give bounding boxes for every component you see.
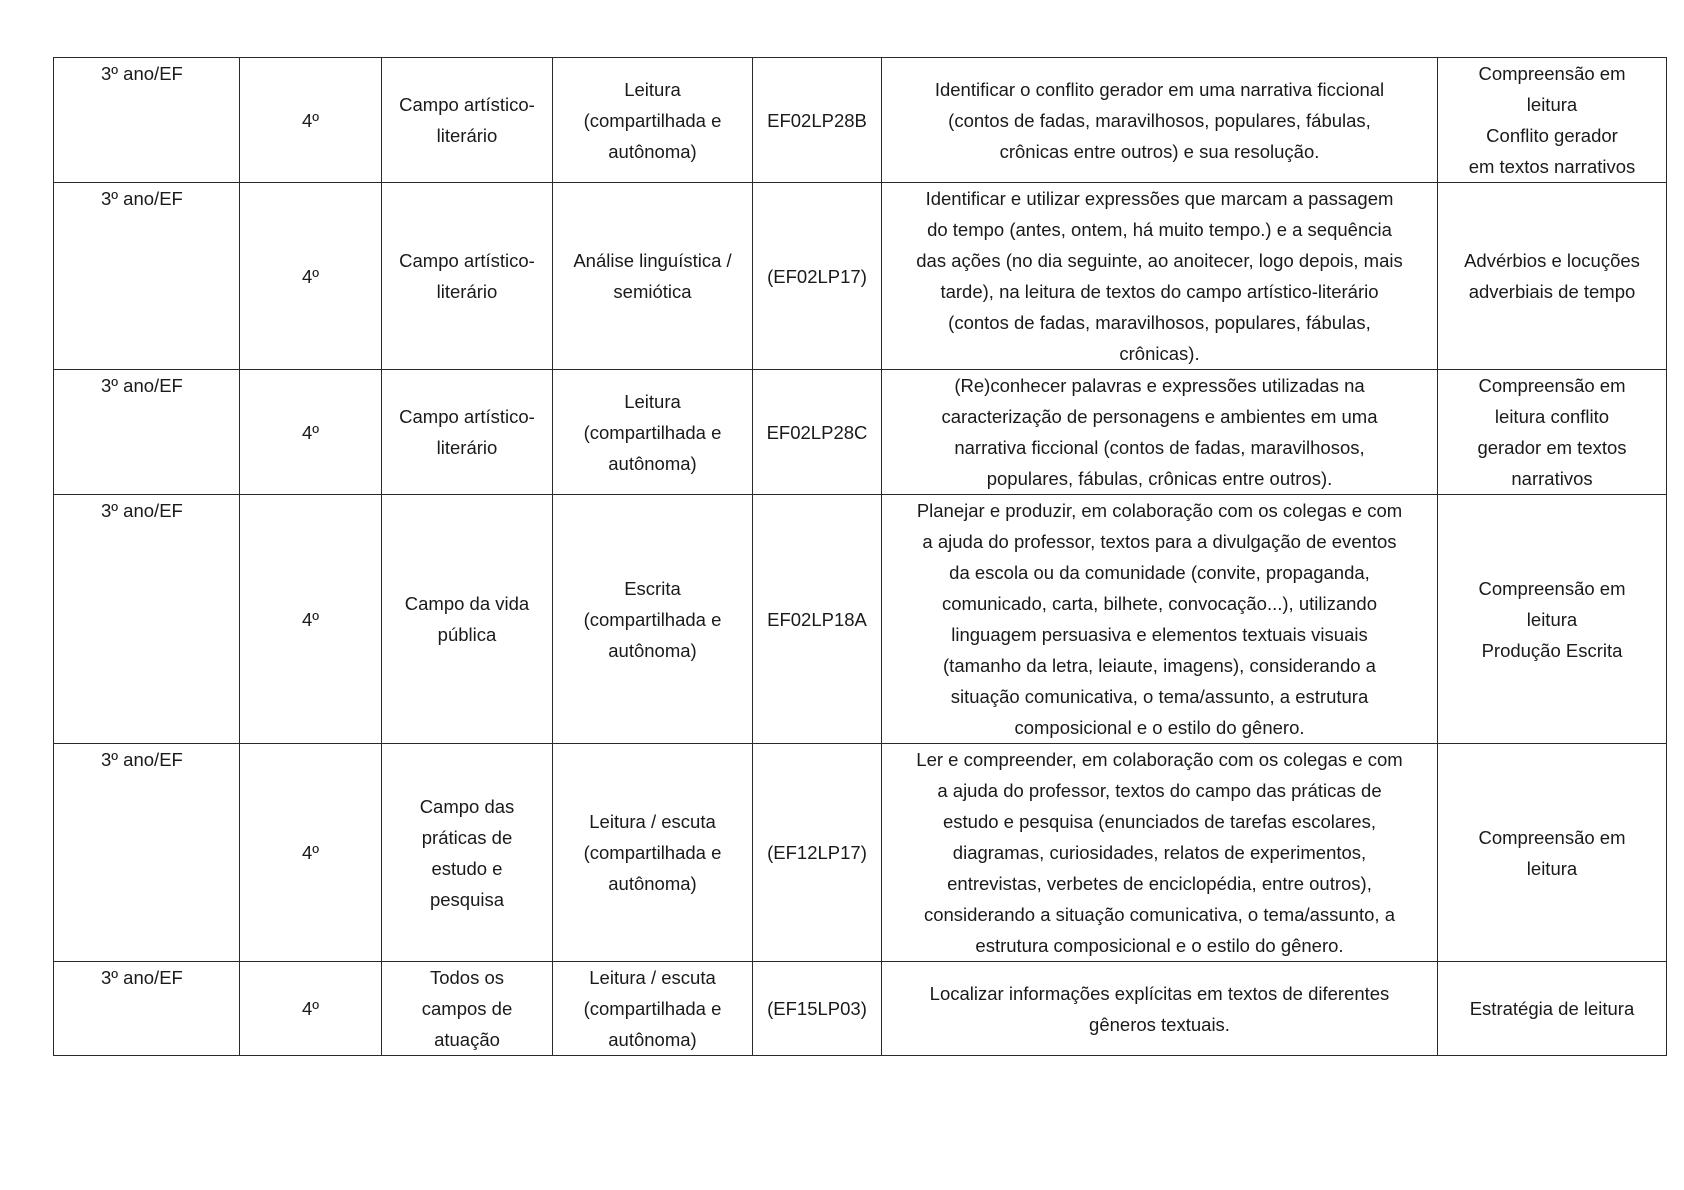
table-row [54,962,1667,1056]
objects-cell: Compreensão em leitura Produção Escrita [1438,495,1667,744]
practice-cell: Leitura (compartilhada e autônoma) [553,58,753,183]
code-cell: EF02LP28B [753,58,882,183]
code-cell: EF02LP28C [753,370,882,495]
practice-cell: Análise linguística / semiótica [553,183,753,370]
code-cell: (EF02LP17) [753,183,882,370]
curriculum-table [53,57,1667,1056]
table-row [54,495,1667,744]
year-cell: 3º ano/EF [54,183,240,370]
practice-cell: Leitura / escuta (compartilhada e autônoma) [553,744,753,962]
skill-cell: Identificar o conflito gerador em uma narrativa ficcional (contos de fadas, maravilhosos, populares, fábulas, crônicas entre outros) e sua resolução. [882,58,1438,183]
skill-cell: Localizar informações explícitas em textos de diferentes gêneros textuais. [882,962,1438,1056]
skill-cell: Identificar e utilizar expressões que marcam a passagem do tempo (antes, ontem, há muito tempo.) e a sequência das ações (no dia seguinte, ao anoitecer, logo depois, mais tarde), na leitura de textos do campo artístico-literário (contos de fadas, maravilhosos, populares, fábulas, crônicas). [882,183,1438,370]
field-cell: Campo artístico- literário [382,370,553,495]
table-row [54,183,1667,370]
field-cell: Campo das práticas de estudo e pesquisa [382,744,553,962]
year-cell: 3º ano/EF [54,495,240,744]
year-cell: 3º ano/EF [54,370,240,495]
practice-cell: Leitura / escuta (compartilhada e autônoma) [553,962,753,1056]
skill-cell: Ler e compreender, em colaboração com os colegas e com a ajuda do professor, textos do campo das práticas de estudo e pesquisa (enunciados de tarefas escolares, diagramas, curiosidades, relatos de experimentos, entrevistas, verbetes de enciclopédia, entre outros), considerando a situação comunicativa, o tema/assunto, a estrutura composicional e o estilo do gênero. [882,744,1438,962]
table-row [54,58,1667,183]
practice-cell: Escrita (compartilhada e autônoma) [553,495,753,744]
year-cell: 3º ano/EF [54,744,240,962]
table-row [54,744,1667,962]
objects-cell: Compreensão em leitura conflito gerador em textos narrativos [1438,370,1667,495]
year-cell: 3º ano/EF [54,962,240,1056]
objects-cell: Advérbios e locuções adverbiais de tempo [1438,183,1667,370]
practice-cell: Leitura (compartilhada e autônoma) [553,370,753,495]
objects-cell: Compreensão em leitura [1438,744,1667,962]
objects-cell: Estratégia de leitura [1438,962,1667,1056]
skill-cell: (Re)conhecer palavras e expressões utilizadas na caracterização de personagens e ambientes em uma narrativa ficcional (contos de fadas, maravilhosos, populares, fábulas, crônicas entre outros). [882,370,1438,495]
code-cell: (EF15LP03) [753,962,882,1056]
year-cell: 3º ano/EF [54,58,240,183]
field-cell: Campo da vida pública [382,495,553,744]
field-cell: Campo artístico- literário [382,183,553,370]
code-cell: (EF12LP17) [753,744,882,962]
bimester-cell: 4º [240,744,382,962]
bimester-cell: 4º [240,58,382,183]
field-cell: Todos os campos de atuação [382,962,553,1056]
objects-cell: Compreensão em leitura Conflito gerador em textos narrativos [1438,58,1667,183]
bimester-cell: 4º [240,370,382,495]
code-cell: EF02LP18A [753,495,882,744]
table-row [54,370,1667,495]
skill-cell: Planejar e produzir, em colaboração com os colegas e com a ajuda do professor, textos para a divulgação de eventos da escola ou da comunidade (convite, propaganda, comunicado, carta, bilhete, convocação...), utilizando linguagem persuasiva e elementos textuais visuais (tamanho da letra, leiaute, imagens), considerando a situação comunicativa, o tema/assunto, a estrutura composicional e o estilo do gênero. [882,495,1438,744]
bimester-cell: 4º [240,495,382,744]
field-cell: Campo artístico- literário [382,58,553,183]
bimester-cell: 4º [240,962,382,1056]
bimester-cell: 4º [240,183,382,370]
